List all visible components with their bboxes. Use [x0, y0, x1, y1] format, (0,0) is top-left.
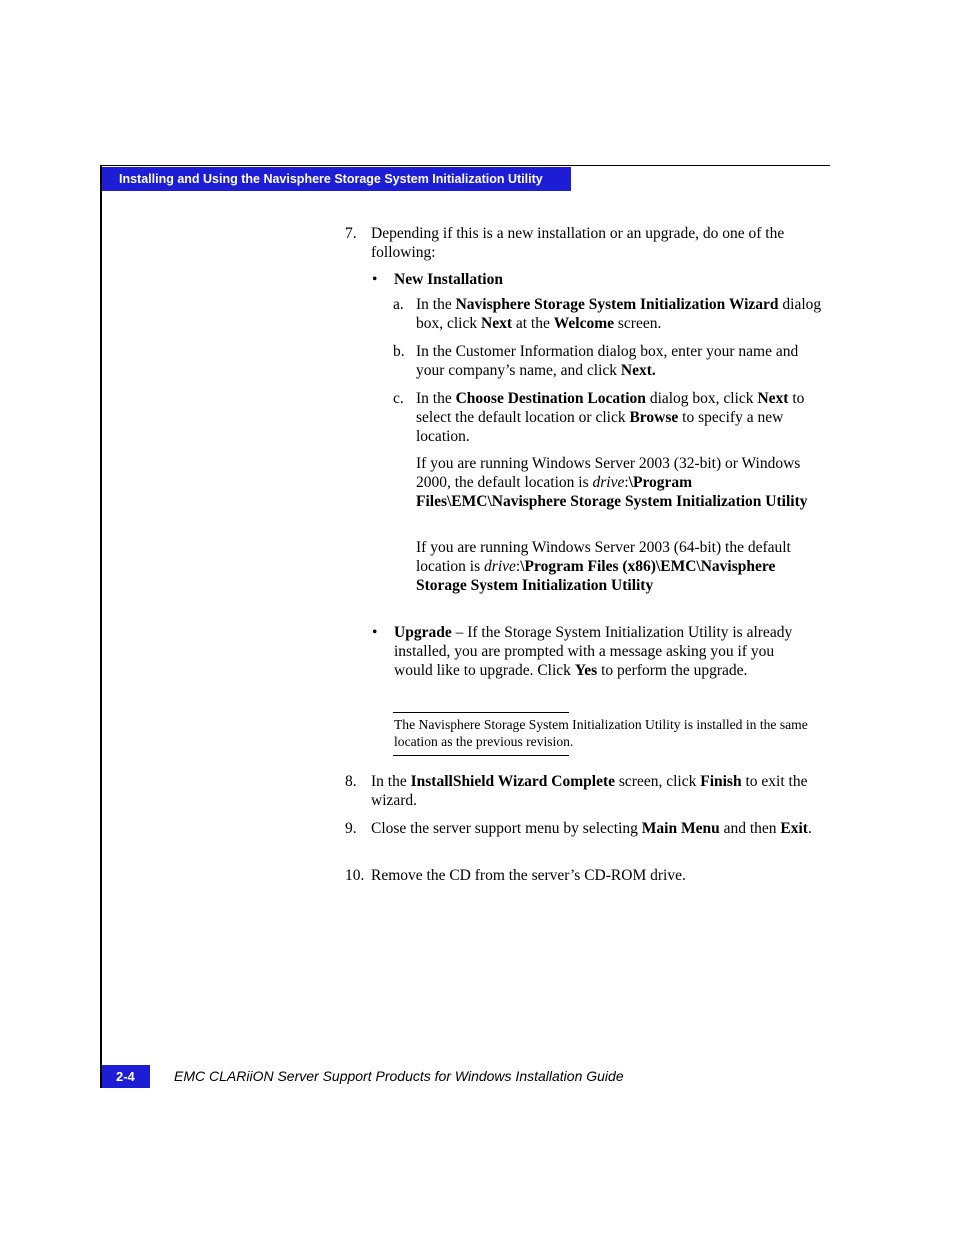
- chapter-header-title: Installing and Using the Navisphere Storage System Initialization Utility: [119, 172, 543, 186]
- substep-marker: a.: [393, 296, 404, 313]
- left-margin-rule: [100, 166, 102, 1088]
- step-10: 10. Remove the CD from the server’s CD-ROM drive.: [345, 867, 686, 884]
- step-7: [345, 224, 815, 262]
- page-number: 2-4: [116, 1069, 135, 1084]
- note-bottom-rule: [393, 755, 569, 756]
- note-top-rule: [393, 712, 569, 713]
- footer-title: EMC CLARiiON Server Support Products for Windows Installation Guide: [174, 1068, 624, 1084]
- substep-marker: c.: [393, 390, 404, 407]
- step-7-intro: Depending if this is a new installation or an upgrade, do one of the following:: [371, 225, 785, 261]
- chapter-header: [102, 167, 571, 191]
- step-8: 8. In the InstallShield Wizard Complete screen, click Finish to exit the wizard.: [345, 773, 808, 809]
- bullet-new-installation: [372, 270, 812, 289]
- step-9: 9. Close the server support menu by selecting Main Menu and then Exit.: [345, 820, 812, 837]
- step-number: 10.: [345, 867, 365, 884]
- page-number-badge: [102, 1065, 150, 1088]
- step-number: 9.: [345, 820, 357, 837]
- bullet-icon: •: [372, 271, 378, 288]
- substep-c-64bit-note: If you are running Windows Server 2003 (64-bit) the default location is drive:\Program Files (x86)\EMC\Navisphere Storage System Initialization Utility: [416, 539, 791, 594]
- step-number: 8.: [345, 773, 357, 790]
- bullet-new-label: New Installation: [394, 271, 503, 288]
- note-text: The Navisphere Storage System Initialization Utility is installed in the same location as the previous revision.: [394, 717, 808, 749]
- substep-b: b. In the Customer Information dialog box, enter your name and your company’s name, and click Next.: [393, 343, 799, 379]
- step-number: 7.: [345, 225, 357, 242]
- substep-a: a. In the Navisphere Storage System Initialization Wizard dialog box, click Next at the Welcome screen.: [393, 296, 822, 332]
- header-rule: [100, 165, 830, 166]
- bullet-icon: •: [372, 624, 378, 641]
- substep-c: c. In the Choose Destination Location dialog box, click Next to select the default location or click Browse to specify a new location.: [393, 390, 805, 445]
- substep-c-32bit-note: If you are running Windows Server 2003 (32-bit) or Windows 2000, the default location is drive:\Program Files\EMC\Navisphere Storage System Initialization Utility: [416, 455, 808, 510]
- bullet-upgrade: • Upgrade – If the Storage System Initialization Utility is already installed, you are prompted with a message asking you if you would like to upgrade. Click Yes to perform the upgrade.: [372, 624, 793, 679]
- substep-marker: b.: [393, 343, 405, 360]
